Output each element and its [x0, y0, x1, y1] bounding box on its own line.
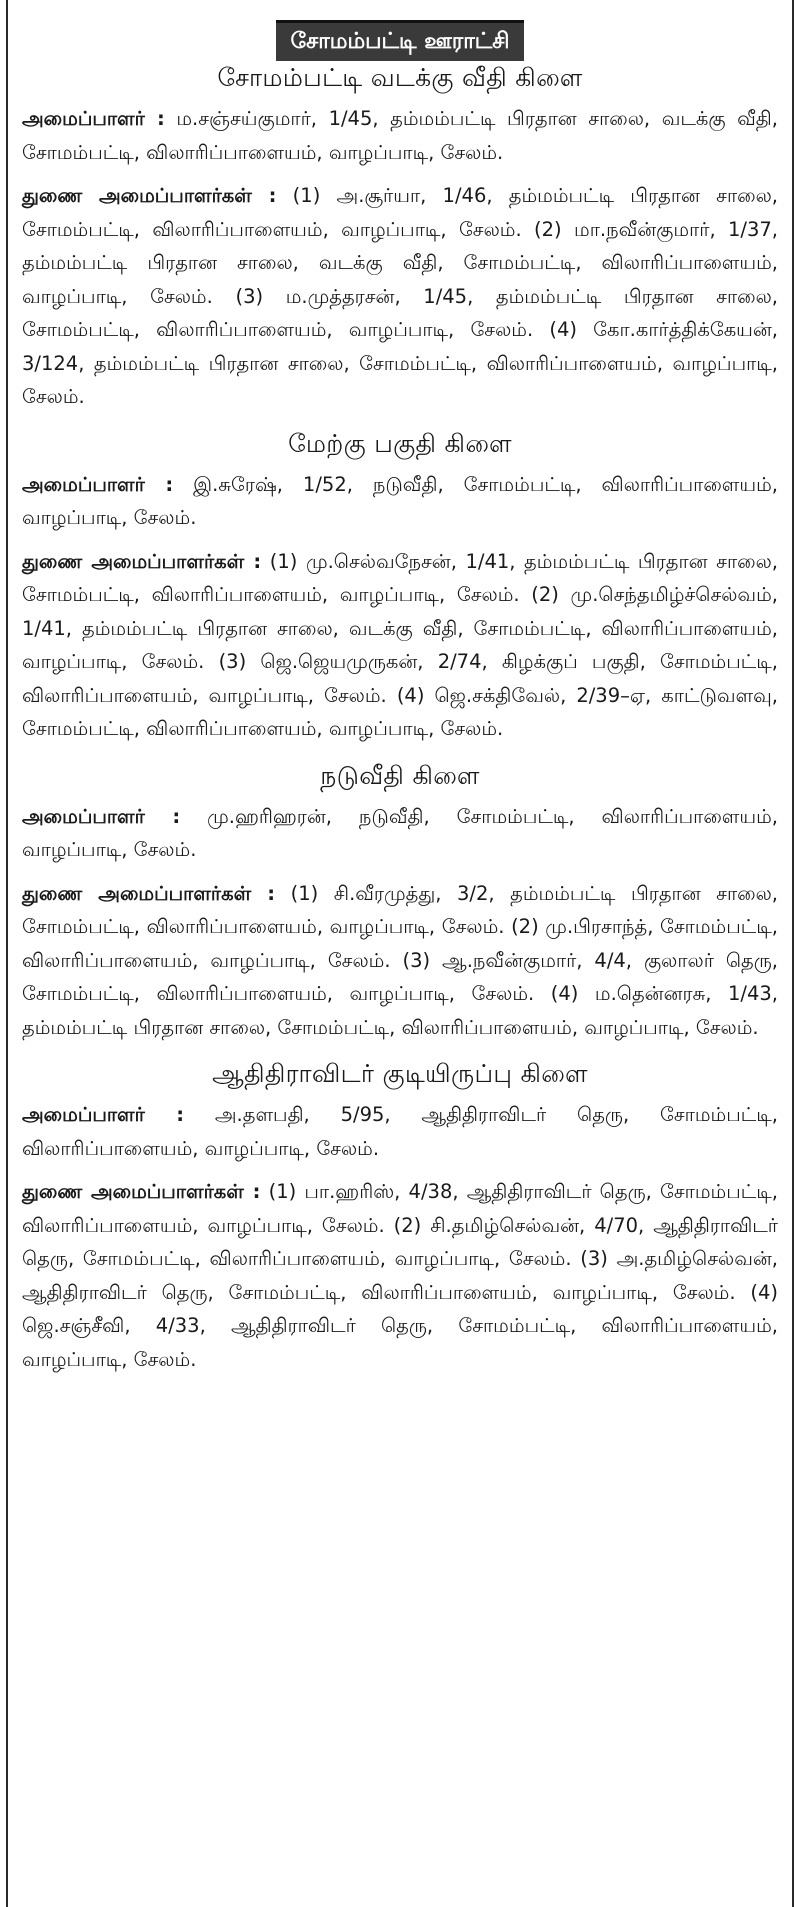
branch-section-middle-street	[22, 756, 778, 1045]
organizer-details: அ.தளபதி, 5/95, ஆதிதிராவிடர் தெரு, சோமம்பட்டி, விலாரிப்பாளையம், வாழப்பாடி, சேலம்.	[22, 1103, 778, 1160]
assistants-paragraph	[22, 545, 778, 746]
organizer-paragraph	[22, 468, 778, 535]
organizer-paragraph	[22, 1098, 778, 1165]
left-border-rule	[6, 0, 8, 1907]
branch-section-adi-dravidar	[22, 1054, 778, 1376]
assistants-details: (1) மு.செல்வநேசன், 1/41, தம்மம்பட்டி பிரதான சாலை, சோமம்பட்டி, விலாரிப்பாளையம், வாழப்பாடி, சேலம். (2) மு.செந்தமிழ்ச்செல்வம், 1/41, தம்மம்பட்டி பிரதான சாலை, வடக்கு வீதி, சோமம்பட்டி, விலாரிப்பாளையம், வாழப்பாடி, சேலம். (3) ஜெ.ஜெயமுருகன், 2/74, கிழக்குப் பகுதி, சோமம்பட்டி, விலாரிப்பாளையம், வாழப்பாடி, சேலம். (4) ஜெ.சக்திவேல், 2/39–ஏ, காட்டுவளவு, சோமம்பட்டி, விலாரிப்பாளையம், வாழப்பாடி, சேலம்.	[22, 549, 778, 740]
assistants-label: துணை அமைப்பாளர்கள் :	[22, 549, 262, 573]
branch-section-north-street	[22, 58, 778, 414]
organizer-paragraph	[22, 800, 778, 867]
organizer-paragraph	[22, 102, 778, 169]
assistants-label: துணை அமைப்பாளர்கள் :	[22, 1180, 261, 1203]
organizer-details: இ.சுரேஷ், 1/52, நடுவீதி, சோமம்பட்டி, விலாரிப்பாளையம், வாழப்பாடி, சேலம்.	[22, 472, 778, 529]
organizer-label: அமைப்பாளர் :	[22, 107, 165, 130]
section-title: மேற்கு பகுதி கிளை	[288, 428, 512, 458]
assistants-details: (1) சி.வீரமுத்து, 3/2, தம்மம்பட்டி பிரதான சாலை, சோமம்பட்டி, விலாரிப்பாளையம், வாழப்பாடி, சேலம். (2) மு.பிரசாந்த், சோமம்பட்டி, விலாரிப்பாளையம், வாழப்பாடி, சேலம். (3) ஆ.நவீன்குமார், 4/4, குலாலர் தெரு, சோமம்பட்டி, விலாரிப்பாளையம், வாழப்பாடி, சேலம். (4) ம.தென்னரசு, 1/43, தம்மம்பட்டி பிரதான சாலை, சோமம்பட்டி, விலாரிப்பாளையம், வாழப்பாடி, சேலம்.	[22, 881, 778, 1039]
section-title: ஆதிதிராவிடர் குடியிருப்பு கிளை	[212, 1059, 588, 1088]
assistants-paragraph	[22, 1175, 778, 1376]
organizer-details: மு.ஹரிஹரன், நடுவீதி, சோமம்பட்டி, விலாரிப்பாளையம், வாழப்பாடி, சேலம்.	[22, 804, 778, 861]
panchayat-banner: சோமம்பட்டி ஊராட்சி	[276, 20, 523, 61]
section-title: சோமம்பட்டி வடக்கு வீதி கிளை	[217, 63, 583, 92]
organizer-label: அமைப்பாளர் :	[22, 472, 174, 496]
document-page	[22, 0, 778, 1386]
banner-wrap	[22, 0, 778, 52]
right-border-rule	[792, 0, 794, 1907]
organizer-label: அமைப்பாளர் :	[22, 1103, 185, 1126]
assistants-label: துணை அமைப்பாளர்கள் :	[22, 184, 277, 207]
section-title: நடுவீதி கிளை	[320, 760, 480, 790]
branch-section-west	[22, 424, 778, 746]
assistants-paragraph	[22, 877, 778, 1045]
organizer-label: அமைப்பாளர் :	[22, 804, 181, 828]
assistants-label: துணை அமைப்பாளர்கள் :	[22, 881, 276, 905]
assistants-paragraph	[22, 179, 778, 414]
organizer-details: ம.சஞ்சய்குமார், 1/45, தம்மம்பட்டி பிரதான சாலை, வடக்கு வீதி, சோமம்பட்டி, விலாரிப்பாளையம், வாழப்பாடி, சேலம்.	[22, 107, 778, 164]
assistants-details: (1) அ.சூர்யா, 1/46, தம்மம்பட்டி பிரதான சாலை, சோமம்பட்டி, விலாரிப்பாளையம், வாழப்பாடி, சேலம். (2) மா.நவீன்குமார், 1/37, தம்மம்பட்டி பிரதான சாலை, வடக்கு வீதி, சோமம்பட்டி, விலாரிப்பாளையம், வாழப்பாடி, சேலம். (3) ம.முத்தரசன், 1/45, தம்மம்பட்டி பிரதான சாலை, சோமம்பட்டி, விலாரிப்பாளையம், வாழப்பாடி, சேலம். (4) கோ.கார்த்திக்கேயன், 3/124, தம்மம்பட்டி பிரதான சாலை, சோமம்பட்டி, விலாரிப்பாளையம், வாழப்பாடி, சேலம்.	[22, 184, 778, 408]
assistants-details: (1) பா.ஹரிஸ், 4/38, ஆதிதிராவிடர் தெரு, சோமம்பட்டி, விலாரிப்பாளையம், வாழப்பாடி, சேலம். (2) சி.தமிழ்செல்வன், 4/70, ஆதிதிராவிடர் தெரு, சோமம்பட்டி, விலாரிப்பாளையம், வாழப்பாடி, சேலம். (3) அ.தமிழ்செல்வன், ஆதிதிராவிடர் தெரு, சோமம்பட்டி, விலாரிப்பாளையம், வாழப்பாடி, சேலம். (4) ஜெ.சஞ்சீவி, 4/33, ஆதிதிராவிடர் தெரு, சோமம்பட்டி, விலாரிப்பாளையம், வாழப்பாடி, சேலம்.	[22, 1180, 778, 1371]
